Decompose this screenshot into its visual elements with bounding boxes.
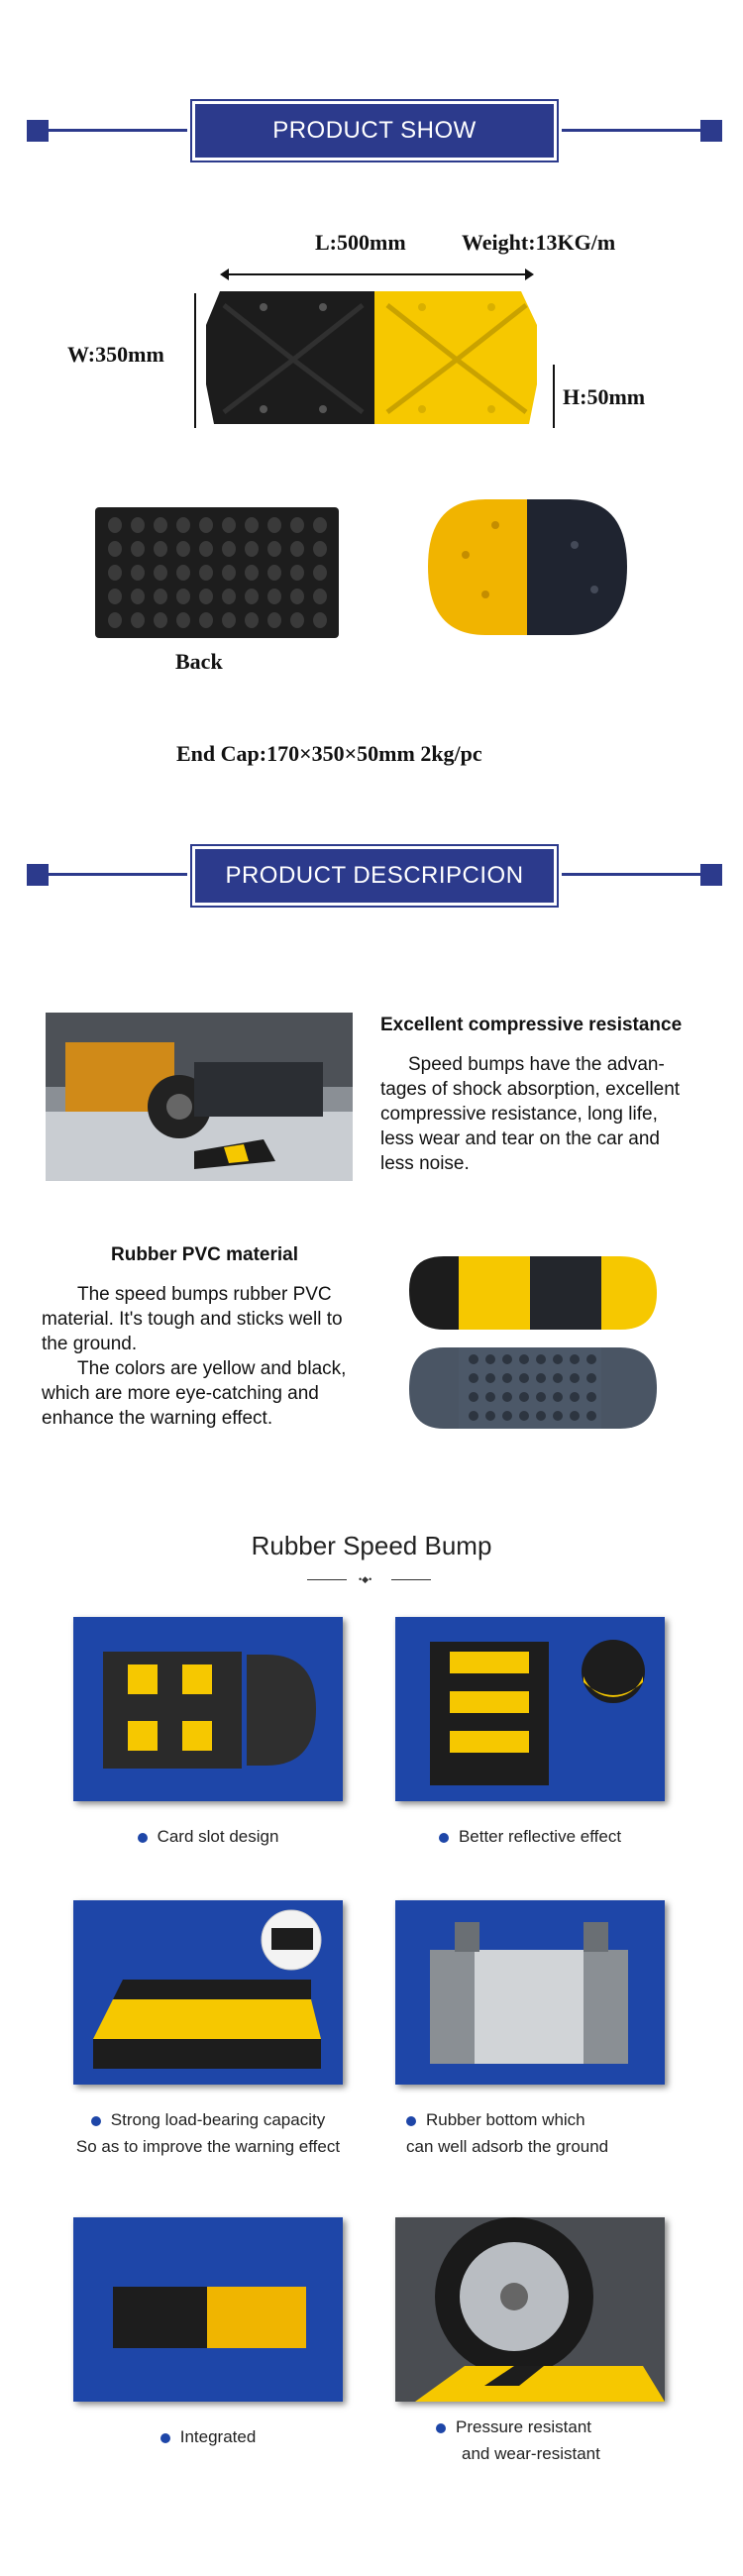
gallery-title: Rubber Speed Bump: [251, 1531, 492, 1560]
bullet-icon: [439, 1833, 449, 1843]
hole-icon: [570, 1354, 580, 1364]
gallery-card-reflective: [395, 1617, 665, 1801]
gallery-caption: [59, 2106, 357, 2160]
speed-bump-main-image: [204, 285, 541, 432]
hole-icon: [290, 541, 304, 557]
hole-icon: [131, 589, 145, 604]
height-arrow: [553, 365, 555, 428]
bullet-icon: [91, 2116, 101, 2126]
caption-text: Rubber bottom which: [426, 2110, 585, 2129]
hole-icon: [222, 541, 236, 557]
hole-icon: [245, 589, 259, 604]
hole-icon: [536, 1411, 546, 1421]
bullet-icon: [406, 2116, 416, 2126]
hole-icon: [313, 612, 327, 628]
arrow-head-left: [220, 268, 229, 280]
hole-icon: [131, 541, 145, 557]
feature2-line: which are more eye-catching and: [42, 1383, 319, 1404]
hole-icon: [553, 1392, 563, 1402]
hole-icon: [131, 565, 145, 581]
hole-icon: [199, 517, 213, 533]
weight-label: Weight:13KG/m: [462, 230, 616, 255]
hole-icon: [469, 1354, 478, 1364]
divider-ornament-icon: •◆•: [359, 1574, 372, 1584]
hole-icon: [154, 589, 167, 604]
hole-icon: [553, 1373, 563, 1383]
caption-text: Pressure resistant: [456, 2417, 591, 2436]
hole-icon: [553, 1411, 563, 1421]
hole-icon: [108, 589, 122, 604]
gallery-caption: [73, 1823, 343, 1850]
arrow-head-right: [525, 268, 534, 280]
feature2-line: The colors are yellow and black,: [77, 1358, 347, 1379]
end-cap-spec: End Cap:170×350×50mm 2kg/pc: [176, 741, 482, 766]
length-arrow: [224, 273, 529, 275]
feature1-line: compressive resistance, long life,: [380, 1104, 658, 1125]
caption-text: Better reflective effect: [458, 1827, 622, 1846]
gallery-caption: [406, 2106, 664, 2160]
hole-icon: [502, 1392, 512, 1402]
section-title: PRODUCT DESCRIPCION: [195, 849, 554, 903]
forklift-photo: [46, 1013, 353, 1181]
hole-icon: [108, 517, 122, 533]
feature2-line: the ground.: [42, 1334, 138, 1354]
hole-icon: [108, 612, 122, 628]
hole-icon: [222, 612, 236, 628]
hole-icon: [222, 565, 236, 581]
hole-icon: [502, 1411, 512, 1421]
hole-icon: [469, 1411, 478, 1421]
header-square-right: [700, 864, 722, 886]
speed-bump-back-image: [93, 503, 341, 642]
bullet-icon: [436, 2423, 446, 2433]
hole-icon: [519, 1354, 529, 1364]
hole-icon: [519, 1373, 529, 1383]
header-line-right: [562, 129, 700, 132]
hole-icon: [108, 565, 122, 581]
hole-icon: [586, 1373, 596, 1383]
hole-icon: [245, 541, 259, 557]
length-label: L:500mm: [315, 230, 406, 255]
hole-icon: [536, 1373, 546, 1383]
hole-icon: [313, 541, 327, 557]
hole-icon: [222, 589, 236, 604]
hole-icon: [553, 1354, 563, 1364]
divider-right: [391, 1579, 431, 1580]
gallery-card-card-slot: [73, 1617, 343, 1801]
hole-icon: [586, 1411, 596, 1421]
hole-icon: [570, 1392, 580, 1402]
feature2-line: material. It's tough and sticks well to: [42, 1309, 343, 1330]
hole-icon: [245, 517, 259, 533]
feature1-line: less noise.: [380, 1153, 470, 1174]
hole-icon: [131, 517, 145, 533]
feature1-line: less wear and tear on the car and: [380, 1128, 661, 1149]
hole-icon: [290, 612, 304, 628]
section-title: PRODUCT SHOW: [195, 104, 554, 158]
hole-icon: [570, 1373, 580, 1383]
hole-icon: [485, 1373, 495, 1383]
hole-icon: [485, 1392, 495, 1402]
header-square-right: [700, 120, 722, 142]
gallery-caption: [436, 2414, 674, 2467]
hole-icon: [267, 517, 281, 533]
hole-icon: [154, 612, 167, 628]
header-square-left: [27, 864, 49, 886]
gallery-card-rubber-bottom: [395, 1900, 665, 2085]
header-line-right: [562, 873, 700, 876]
hole-icon: [108, 541, 122, 557]
hole-icon: [176, 541, 190, 557]
hole-icon: [570, 1411, 580, 1421]
hole-icon: [199, 612, 213, 628]
back-label: Back: [175, 649, 223, 674]
hole-icon: [131, 612, 145, 628]
gallery-caption: [395, 1823, 665, 1850]
header-square-left: [27, 120, 49, 142]
height-label: H:50mm: [563, 384, 646, 409]
gallery-card-integrated: [73, 2217, 343, 2402]
hole-icon: [313, 565, 327, 581]
feature2-line: The speed bumps rubber PVC: [77, 1284, 332, 1305]
caption-text: Card slot design: [157, 1827, 279, 1846]
hole-icon: [502, 1354, 512, 1364]
hole-icon: [199, 565, 213, 581]
hole-icon: [485, 1354, 495, 1364]
width-arrow: [194, 293, 196, 428]
hole-icon: [290, 565, 304, 581]
hole-icon: [267, 612, 281, 628]
hole-icon: [502, 1373, 512, 1383]
feature1-line: tages of shock absorption, excellent: [380, 1079, 681, 1100]
hole-icon: [267, 541, 281, 557]
hole-icon: [199, 589, 213, 604]
hole-icon: [519, 1392, 529, 1402]
feature2-text: [42, 1282, 346, 1431]
caption-text: Strong load-bearing capacity: [110, 2110, 326, 2129]
end-cap-image: [426, 495, 629, 639]
bullet-icon: [138, 1833, 148, 1843]
gallery-card-wear-resistant: [395, 2217, 665, 2402]
hole-icon: [485, 1411, 495, 1421]
hole-icon: [154, 517, 167, 533]
hole-icon: [536, 1392, 546, 1402]
bump-set-image: [404, 1250, 662, 1435]
feature1-title: Excellent compressive resistance: [380, 1015, 683, 1035]
caption-text: can well adsorb the ground: [406, 2137, 609, 2156]
hole-icon: [154, 565, 167, 581]
divider-left: [307, 1579, 347, 1580]
feature2-title: Rubber PVC material: [111, 1244, 298, 1265]
gallery-caption: [73, 2423, 343, 2450]
feature1-text: [380, 1052, 680, 1176]
hole-icon: [586, 1354, 596, 1364]
hole-icon: [290, 517, 304, 533]
feature2-line: enhance the warning effect.: [42, 1408, 273, 1429]
gallery-card-load-bearing: [73, 1900, 343, 2085]
width-label: W:350mm: [67, 342, 164, 367]
hole-icon: [519, 1411, 529, 1421]
hole-icon: [290, 589, 304, 604]
hole-icon: [245, 612, 259, 628]
header-line-left: [49, 129, 187, 132]
hole-icon: [313, 589, 327, 604]
hole-icon: [176, 565, 190, 581]
caption-text: Integrated: [179, 2427, 257, 2446]
hole-icon: [176, 589, 190, 604]
caption-text: So as to improve the warning effect: [75, 2137, 341, 2156]
hole-icon: [586, 1392, 596, 1402]
hole-icon: [245, 565, 259, 581]
hole-icon: [267, 589, 281, 604]
header-box: [190, 99, 559, 162]
hole-icon: [536, 1354, 546, 1364]
bullet-icon: [160, 2433, 170, 2443]
hole-icon: [199, 541, 213, 557]
hole-icon: [176, 517, 190, 533]
caption-text: and wear-resistant: [462, 2444, 600, 2463]
header-box: [190, 844, 559, 908]
feature1-line: Speed bumps have the advan-: [408, 1054, 665, 1075]
hole-icon: [154, 541, 167, 557]
hole-icon: [469, 1392, 478, 1402]
hole-icon: [176, 612, 190, 628]
header-line-left: [49, 873, 187, 876]
hole-icon: [469, 1373, 478, 1383]
hole-icon: [313, 517, 327, 533]
hole-icon: [222, 517, 236, 533]
hole-icon: [267, 565, 281, 581]
